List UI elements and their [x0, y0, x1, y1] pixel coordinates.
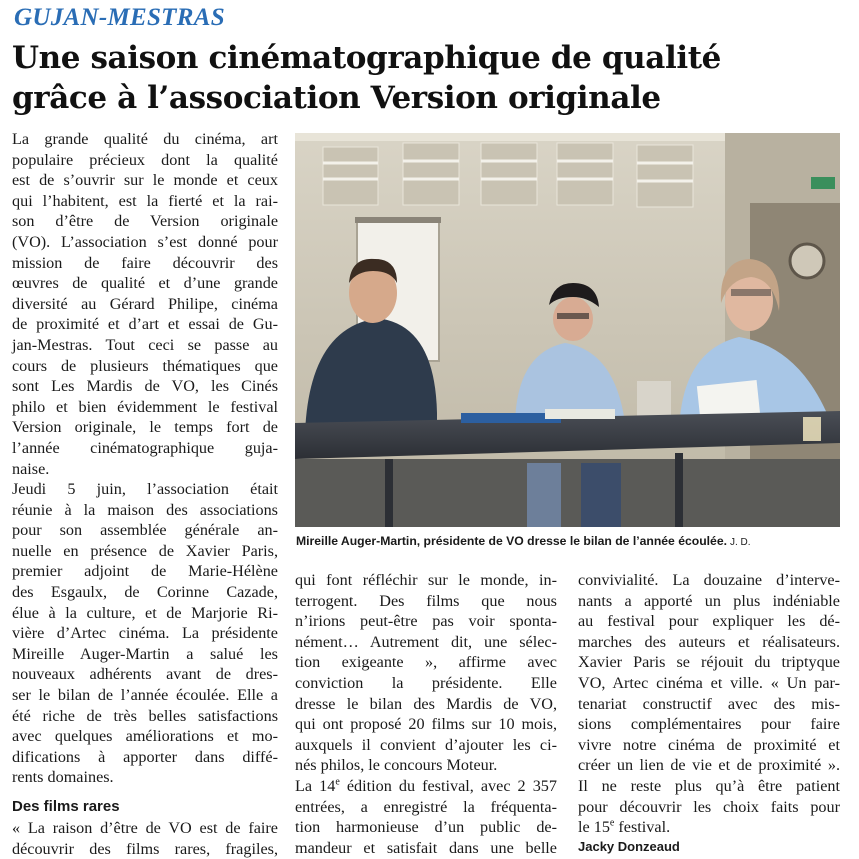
- text-line: son d’être de Version originale: [12, 212, 278, 231]
- text-line: pour découvrir les choix faits pour: [578, 797, 840, 816]
- text-line: convivialité. La douzaine d’interve-: [578, 571, 840, 589]
- text-line: dresse le bilan des Mardis de VO,: [295, 694, 557, 713]
- author-byline: Jacky Donzeaud: [578, 838, 680, 854]
- text-line: sions complémentaires pour faire: [578, 715, 840, 734]
- text-line: jan-Mestras. Tout ceci se passe au: [12, 335, 278, 354]
- text-line: qui font réfléchir sur le monde, in-: [295, 571, 557, 589]
- text-line: qui l’habitent, est la fierté et la rai-: [12, 191, 278, 210]
- text-line: Jeudi 5 juin, l’association était: [12, 480, 278, 499]
- text-line: VO, Artec cinéma et ville. « Un par-: [578, 673, 840, 692]
- text-line: est de s’ouvrir sur le monde et ceux: [12, 171, 278, 190]
- text-line: mission de faire découvrir des: [12, 253, 278, 272]
- text-line: nants a apporté un plus indéniable: [578, 591, 840, 610]
- text-line: pour son assemblée générale an-: [12, 521, 278, 540]
- text-line: Xavier Paris se réjouit du triptyque: [578, 653, 840, 672]
- text-line: tion harmonieuse d’un public de-: [295, 818, 557, 837]
- text-line: rents domaines.: [12, 768, 114, 787]
- text-line: élue à la culture, et de Marjorie Ri-: [12, 603, 278, 622]
- article-column-1: [12, 129, 278, 788]
- text-line: au festival pour expliquer les dé-: [578, 612, 840, 631]
- subheading: Des films rares: [12, 798, 120, 815]
- superscript: e: [335, 776, 340, 788]
- text-line: marches des auteurs et réalisateurs.: [578, 632, 840, 651]
- text-line: nuelle en présence de Xavier Paris,: [12, 541, 278, 560]
- text-line: été riche de très belles satisfactions: [12, 706, 278, 725]
- headline-line-2: grâce à l’association Version originale: [12, 80, 661, 116]
- text-line: (VO). L’association s’est donné pour: [12, 232, 278, 251]
- meeting-photo: [295, 133, 840, 527]
- text-line: œuvres de qualité et d’une grande: [12, 274, 278, 293]
- text-line: cours de plusieurs thématiques que: [12, 356, 278, 375]
- article-column-3: [578, 570, 840, 856]
- text-line: vivre notre cinéma de proximité et: [578, 735, 840, 754]
- photo-caption: [296, 533, 840, 551]
- text-line: auxquels il convient d’ajouter les ci-: [295, 735, 557, 754]
- text-line: sont Les Mardis de VO, les Cinés: [12, 377, 278, 396]
- text-line: des Esgaulx, de Corinne Cazade,: [12, 583, 278, 602]
- text-line: n’irions peut-être pas voir sponta-: [295, 612, 557, 631]
- text-line: Mireille Auger-Martin a salué les: [12, 644, 278, 663]
- text-fragment: La 14: [295, 776, 336, 795]
- text-line: tion exigeante », affirme avec: [295, 653, 557, 672]
- article-photo: [295, 133, 840, 527]
- text-line: avec quelques améliorations et mo-: [12, 727, 278, 746]
- text-line: qui ont proposé 20 films sur 10 mois,: [295, 715, 557, 734]
- text-line: philo et bien évidemment le festival: [12, 397, 278, 416]
- text-line: entrées, a enregistré la fréquenta-: [295, 797, 557, 816]
- text-line: mandeur et satisfait dans une belle: [295, 838, 557, 857]
- text-line: [578, 817, 840, 838]
- text-line: difications à apporter dans diffé-: [12, 747, 278, 766]
- text-fragment: le 15: [578, 818, 610, 837]
- text-line: de proximité et d’art et essai de Gu-: [12, 315, 278, 334]
- article-column-2: [295, 570, 557, 858]
- text-line: naise.: [12, 459, 50, 478]
- text-line: vière d’Artec cinéma. La présidente: [12, 624, 278, 643]
- text-line: créer un lien de vie et de proximité ».: [578, 756, 840, 775]
- text-line: découvrir des films rares, fragiles,: [12, 839, 278, 858]
- text-line: « La raison d’être de VO est de faire: [12, 819, 278, 837]
- text-line: [295, 776, 557, 797]
- text-line: nés philos, le concours Moteur.: [295, 756, 498, 775]
- text-line: l’année cinématographique guja-: [12, 438, 278, 457]
- text-line: populaire précieux dont la qualité: [12, 150, 278, 169]
- text-fragment: édition du festival, avec 2 357: [339, 776, 557, 795]
- text-line: diversité au Gérard Philipe, cinéma: [12, 294, 278, 313]
- text-line: Il ne reste plus qu’à être patient: [578, 776, 840, 795]
- photo-credit: J. D.: [729, 537, 751, 548]
- text-line: ser le bilan de l’année écoulée. Elle a: [12, 686, 278, 705]
- superscript: e: [609, 817, 615, 829]
- text-line: nément… Autrement dit, une sélec-: [295, 632, 557, 651]
- text-line: conviction la présidente. Elle: [295, 673, 557, 692]
- headline-line-1: Une saison cinématographique de qualité: [12, 40, 721, 76]
- text-line: tenariat constructif avec des mis-: [578, 694, 840, 713]
- text-fragment: festival.: [614, 818, 671, 837]
- text-line: Version originale, le temps fort de: [12, 418, 278, 437]
- text-line: nouveaux adhérents avant de dres-: [12, 665, 278, 684]
- caption-text: Mireille Auger-Martin, présidente de VO dresse le bilan de l’année écoulée.: [296, 534, 727, 548]
- text-line: premier adjoint de Marie-Hélène: [12, 562, 278, 581]
- section-kicker: GUJAN-MESTRAS: [14, 4, 225, 31]
- text-line: réunie à la maison des associations: [12, 500, 278, 519]
- text-line: terrogent. Des films que nous: [295, 591, 557, 610]
- text-line: La grande qualité du cinéma, art: [12, 130, 278, 148]
- article-column-1-subsection: [12, 797, 278, 859]
- article-headline: [12, 38, 721, 118]
